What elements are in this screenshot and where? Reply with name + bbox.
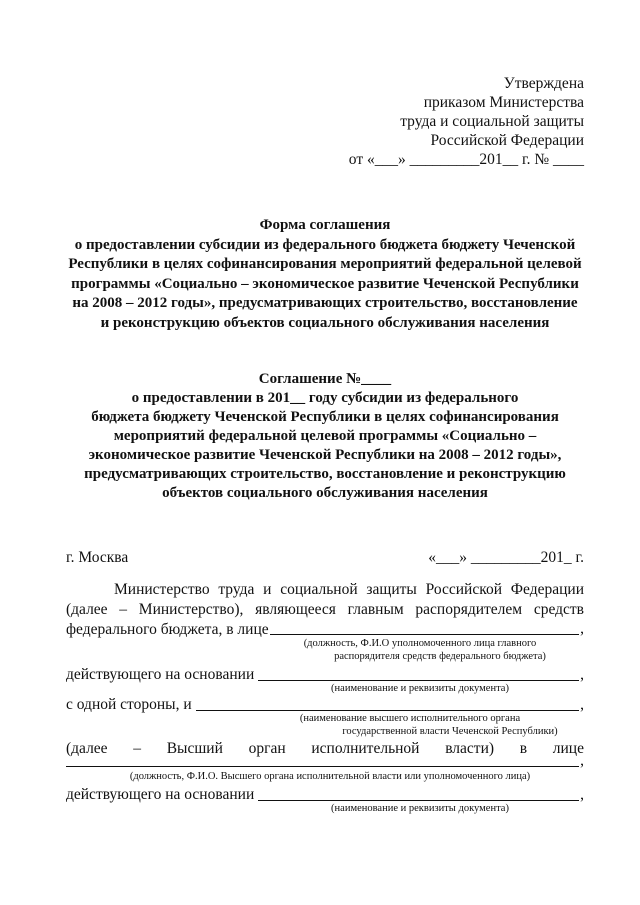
form-title-line: о предоставлении субсидии из федерального бюджета бюджету Чеченской xyxy=(74,236,576,253)
hint-line: (должность, Ф.И.О уполномоченного лица главного xyxy=(303,638,537,649)
word: Высший xyxy=(166,740,223,757)
word: орган xyxy=(248,740,286,757)
comma: , xyxy=(580,666,584,683)
field-hint: (наименование и реквизиты документа) xyxy=(331,683,509,694)
agreement-title-line: бюджета бюджету Чеченской Республики в целях софинансирования xyxy=(91,409,559,425)
hint-line: государственной власти Чеченской Республики) xyxy=(342,726,558,737)
word: исполнительной xyxy=(311,740,420,757)
agreement-title-line: объектов социального обслуживания населения xyxy=(162,485,488,501)
word: – xyxy=(133,740,142,757)
form-title-line: на 2008 – 2012 годы», предусматривающих строительство, восстановление xyxy=(72,295,578,311)
approval-line: Утверждена xyxy=(503,75,584,92)
hint-line: распорядителя средств федерального бюджета) xyxy=(334,651,546,662)
approval-line: приказом Министерства xyxy=(423,94,584,111)
comma: , xyxy=(580,620,584,637)
form-title-line: Республики в целях софинансирования мероприятий федеральной целевой xyxy=(68,256,582,272)
approval-line: от «___» _________201__ г. № ____ xyxy=(348,151,584,168)
word: власти) xyxy=(445,740,495,757)
blank-line xyxy=(258,666,579,681)
blank-line xyxy=(196,696,580,711)
field-label: действующего на основании xyxy=(66,786,255,803)
approval-stamp xyxy=(349,74,584,169)
blank-line xyxy=(270,620,579,635)
form-title-line: программы «Социально – экономическое развитие Чеченской Республики xyxy=(71,275,579,292)
agreement-title xyxy=(60,370,590,503)
agreement-title-line: о предоставлении в 201__ году субсидии из федерального xyxy=(131,390,519,406)
agreement-title-line: мероприятий федеральной целевой программы «Социально – xyxy=(113,428,537,444)
agreement-date: «___» _________201_ г. xyxy=(428,549,584,566)
field-hint xyxy=(270,637,570,663)
word: лице xyxy=(552,740,584,757)
form-title xyxy=(60,216,590,333)
executive-official-field[interactable] xyxy=(66,752,584,770)
comma: , xyxy=(580,696,584,713)
form-title-line: Форма соглашения xyxy=(259,217,391,233)
field-hint: (наименование и реквизиты документа) xyxy=(331,803,509,814)
form-title-line: и реконструкцию объектов социального обслуживания населения xyxy=(100,314,550,331)
field-label: действующего на основании xyxy=(66,666,255,683)
hint-line: (наименование высшего исполнительного органа xyxy=(299,713,521,724)
comma: , xyxy=(580,752,584,769)
word: (далее xyxy=(66,740,108,757)
field-label: с одной стороны, и xyxy=(66,696,192,713)
blank-line xyxy=(66,752,579,767)
word: в xyxy=(519,740,528,757)
approval-line: труда и социальной защиты xyxy=(400,113,584,130)
agreement-title-line: предусматривающих строительство, восстановление и реконструкцию xyxy=(84,466,566,482)
paragraph-text: Министерство труда и социальной защиты Российской Федерации (далее – Министерство), являющееся главным распорядителем средств федерального бюджета, в лице xyxy=(66,581,584,638)
approval-line: Российской Федерации xyxy=(430,132,584,149)
agreement-title-line: экономическое развитие Чеченской Республики на 2008 – 2012 годы», xyxy=(88,447,562,463)
blank-line xyxy=(258,786,579,801)
comma: , xyxy=(580,786,584,803)
field-hint: (должность, Ф.И.О. Высшего органа исполнительной власти или уполномоченного лица) xyxy=(129,771,531,782)
agreement-title-line: Соглашение №____ xyxy=(258,371,392,387)
field-hint xyxy=(240,712,580,738)
place-of-signing: г. Москва xyxy=(66,549,129,566)
official-name-field[interactable] xyxy=(266,620,584,638)
